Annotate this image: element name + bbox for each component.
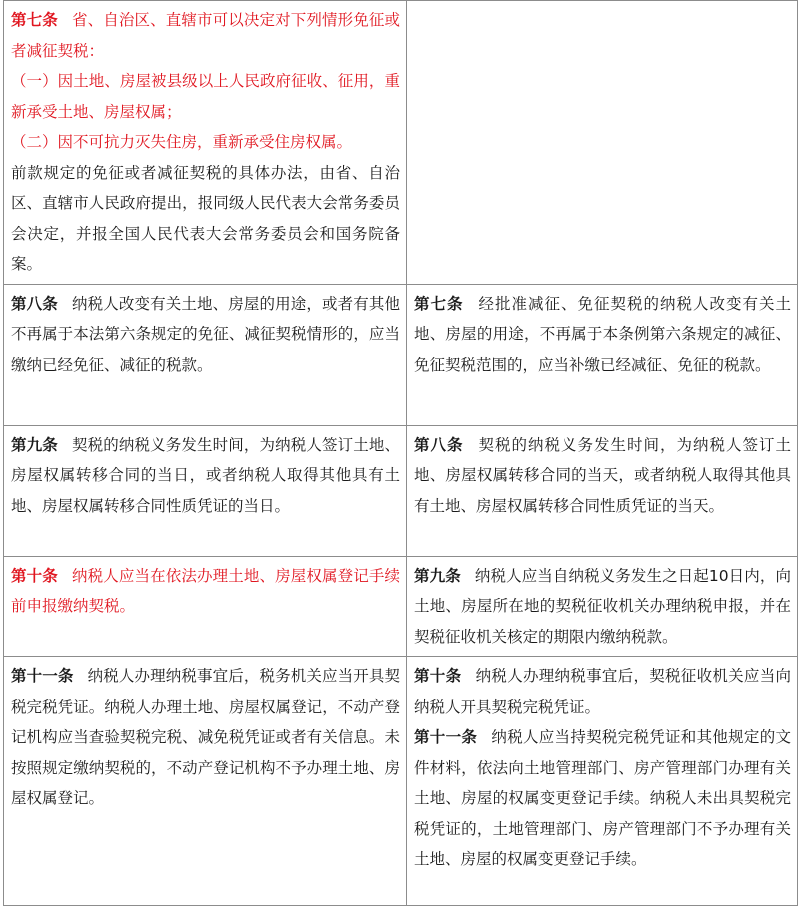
article-paragraph <box>11 127 400 158</box>
article-text: 前款规定的免征或者减征契税的具体办法，由省、自治区、直辖市人民政府提出，报同级人民代表大会常务委员会决定，并报全国人民代表大会常务委员会和国务院备案。 <box>11 163 400 273</box>
article-number: 第十一条 <box>414 728 478 746</box>
article-number: 第七条 <box>414 294 464 313</box>
article-text: 纳税人办理纳税事宜后，契税征收机关应当向纳税人开具契税完税凭证。 <box>414 667 791 716</box>
article-paragraph <box>11 158 400 280</box>
article-number: 第十一条 <box>11 667 74 685</box>
article-text: （一）因土地、房屋被县级以上人民政府征收、征用，重新承受土地、房屋权属； <box>11 72 400 121</box>
table-row <box>4 657 798 906</box>
article-number: 第十条 <box>11 566 58 585</box>
article-text: 纳税人应当在依法办理土地、房屋权属登记手续前申报缴纳契税。 <box>11 566 400 615</box>
article-paragraph <box>414 289 791 381</box>
article-number: 第八条 <box>414 435 464 454</box>
article-paragraph <box>414 561 791 653</box>
law-comparison-table <box>3 0 798 906</box>
table-row <box>4 284 798 425</box>
article-paragraph <box>11 5 400 66</box>
article-number: 第十条 <box>414 667 462 685</box>
article-text: 纳税人应当持契税完税凭证和其他规定的文件材料，依法向土地管理部门、房产管理部门办理有关土地、房屋的权属变更登记手续。纳税人未出具契税完税凭证的，土地管理部门、房产管理部门不予办理有关土地、房屋的权属变更登记手续。 <box>414 728 791 868</box>
new-law-cell <box>4 657 407 906</box>
new-law-cell <box>4 425 407 556</box>
old-regulation-cell <box>407 1 798 285</box>
old-regulation-cell <box>407 657 798 906</box>
article-number: 第九条 <box>11 435 58 454</box>
old-regulation-cell <box>407 556 798 657</box>
article-number: 第八条 <box>11 294 58 313</box>
article-paragraph <box>11 561 400 622</box>
article-text: 契税的纳税义务发生时间，为纳税人签订土地、房屋权属转移合同的当日，或者纳税人取得其他具有土地、房屋权属转移合同性质凭证的当日。 <box>11 435 400 515</box>
article-text: 纳税人改变有关土地、房屋的用途，或者有其他不再属于本法第六条规定的免征、减征契税情形的，应当缴纳已经免征、减征的税款。 <box>11 294 400 374</box>
old-regulation-cell <box>407 425 798 556</box>
article-paragraph <box>11 661 400 814</box>
table-row <box>4 1 798 285</box>
article-text: （二）因不可抗力灭失住房，重新承受住房权属。 <box>11 133 353 151</box>
new-law-cell <box>4 284 407 425</box>
article-number: 第七条 <box>11 11 58 29</box>
old-regulation-cell <box>407 284 798 425</box>
new-law-cell <box>4 1 407 285</box>
article-paragraph <box>11 289 400 381</box>
table-row <box>4 556 798 657</box>
article-number: 第九条 <box>414 566 461 585</box>
article-text: 经批准减征、免征契税的纳税人改变有关土地、房屋的用途，不再属于本条例第六条规定的减征、免征契税范围的，应当补缴已经减征、免征的税款。 <box>414 294 791 374</box>
article-paragraph <box>414 430 791 522</box>
article-text: 纳税人办理纳税事宜后，税务机关应当开具契税完税凭证。纳税人办理土地、房屋权属登记，不动产登记机构应当查验契税完税、减免税凭证或者有关信息。未按照规定缴纳契税的，不动产登记机构不予办理土地、房屋权属登记。 <box>11 667 400 807</box>
article-paragraph <box>414 661 791 722</box>
new-law-cell <box>4 556 407 657</box>
article-paragraph <box>11 430 400 522</box>
article-text: 契税的纳税义务发生时间，为纳税人签订土地、房屋权属转移合同的当天，或者纳税人取得其他具有土地、房屋权属转移合同性质凭证的当天。 <box>414 435 791 515</box>
table-row <box>4 425 798 556</box>
article-paragraph <box>414 722 791 875</box>
article-text: 省、自治区、直辖市可以决定对下列情形免征或者减征契税： <box>11 11 400 60</box>
article-paragraph <box>11 66 400 127</box>
article-text: 纳税人应当自纳税义务发生之日起10日内，向土地、房屋所在地的契税征收机关办理纳税申报，并在契税征收机关核定的期限内缴纳税款。 <box>414 566 791 646</box>
